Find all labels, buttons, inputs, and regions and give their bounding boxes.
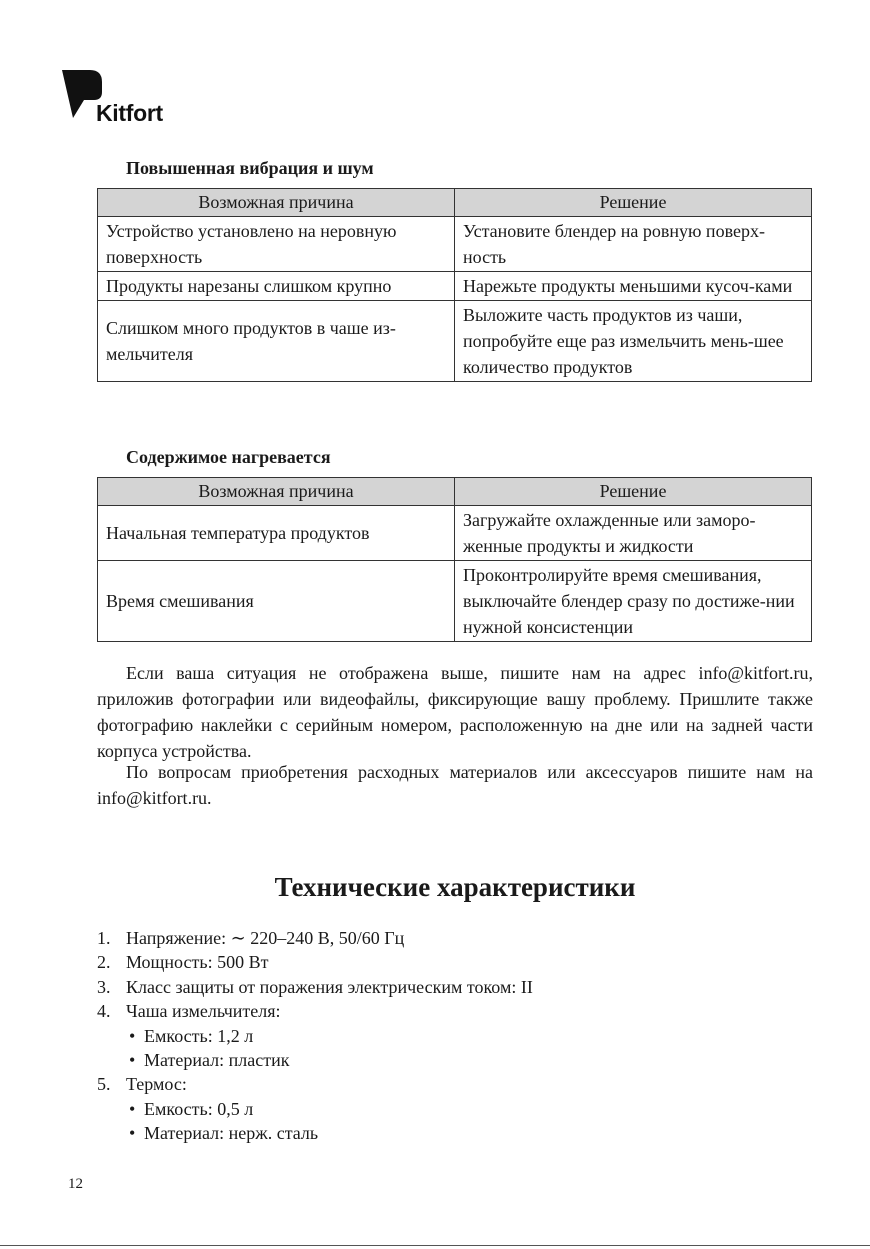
specs-list <box>97 926 533 1146</box>
column-header-solution: Решение <box>455 478 812 506</box>
sub-item <box>126 1097 533 1121</box>
page-bottom-divider <box>0 1245 870 1246</box>
spec-text: Чаша измельчителя: <box>126 1001 281 1022</box>
accessories-paragraph: По вопросам приобретения расходных материалов или аксессуаров пишите нам на info@kitfort.ru. <box>97 762 813 808</box>
cell-solution: Установите блендер на ровную поверх-ность <box>455 217 812 272</box>
cell-cause: Слишком много продуктов в чаше из-мельчителя <box>98 301 455 382</box>
bullet-icon: • <box>129 1050 136 1071</box>
sub-list <box>126 1097 533 1146</box>
specs-heading: Технические характеристики <box>274 872 636 902</box>
table-row <box>98 301 812 382</box>
page-number: 12 <box>68 1176 83 1192</box>
bullet-icon: • <box>129 1098 136 1119</box>
table-header-row <box>98 478 812 506</box>
sub-item-text: Емкость: 0,5 л <box>144 1098 254 1119</box>
table-1-title: Повышенная вибрация и шум <box>126 158 374 178</box>
bullet-icon: • <box>129 1025 136 1046</box>
cell-solution: Нарежьте продукты меньшими кусоч-ками <box>455 272 812 301</box>
spec-text: Мощность: 500 Вт <box>126 952 269 973</box>
table-2-title: Содержимое нагревается <box>126 447 331 467</box>
column-header-solution: Решение <box>455 189 812 217</box>
cell-solution: Проконтролируйте время смешивания, выключайте блендер сразу по достиже-нии нужной консистенции <box>455 561 812 642</box>
cell-cause: Продукты нарезаны слишком крупно <box>98 272 455 301</box>
table-row <box>98 217 812 272</box>
table-row <box>98 272 812 301</box>
table-row <box>98 506 812 561</box>
sub-item <box>126 1024 533 1048</box>
spec-item-chopper-bowl <box>97 999 533 1072</box>
list-number: 1. <box>97 928 111 948</box>
contact-paragraph: Если ваша ситуация не отображена выше, пишите нам на адрес info@kitfort.ru, приложив фотографии или видеофайлы, фиксирующие вашу проблему. Пришлите также фотографию наклейки с серийным номером, расположенную на дне или на задней части корпуса устройства. <box>97 663 813 761</box>
spec-text: Класс защиты от поражения электрическим током: II <box>126 976 533 997</box>
cell-solution: Загружайте охлажденные или заморо-женные продукты и жидкости <box>455 506 812 561</box>
bullet-icon: • <box>129 1123 136 1144</box>
cell-cause: Устройство установлено на неровную поверхность <box>98 217 455 272</box>
sub-item-text: Материал: нерж. сталь <box>144 1123 319 1144</box>
troubleshoot-table-vibration <box>97 188 812 382</box>
spec-item-voltage <box>97 926 533 950</box>
list-number: 4. <box>97 1001 111 1022</box>
cell-solution: Выложите часть продуктов из чаши, попробуйте еще раз измельчить мень-шее количество продуктов <box>455 301 812 382</box>
spec-item-thermos <box>97 1072 533 1145</box>
sub-item <box>126 1048 533 1072</box>
sub-item <box>126 1121 533 1145</box>
spec-text: Термос: <box>126 1074 187 1095</box>
sub-list <box>126 1024 533 1073</box>
table-row <box>98 561 812 642</box>
list-number: 5. <box>97 1074 111 1095</box>
cell-cause: Начальная температура продуктов <box>98 506 455 561</box>
cell-cause: Время смешивания <box>98 561 455 642</box>
spec-item-power <box>97 950 533 974</box>
spec-item-protection-class <box>97 975 533 999</box>
brand-name: Kitfort <box>96 100 163 126</box>
troubleshoot-table-heating <box>97 477 812 642</box>
sub-item-text: Материал: пластик <box>144 1050 290 1071</box>
list-number: 2. <box>97 952 111 973</box>
spec-text: Напряжение: ∼ 220–240 В, 50/60 Гц <box>126 928 405 948</box>
column-header-cause: Возможная причина <box>98 478 455 506</box>
column-header-cause: Возможная причина <box>98 189 455 217</box>
sub-item-text: Емкость: 1,2 л <box>144 1025 254 1046</box>
table-header-row <box>98 189 812 217</box>
list-number: 3. <box>97 976 111 997</box>
brand-logo <box>62 70 182 126</box>
